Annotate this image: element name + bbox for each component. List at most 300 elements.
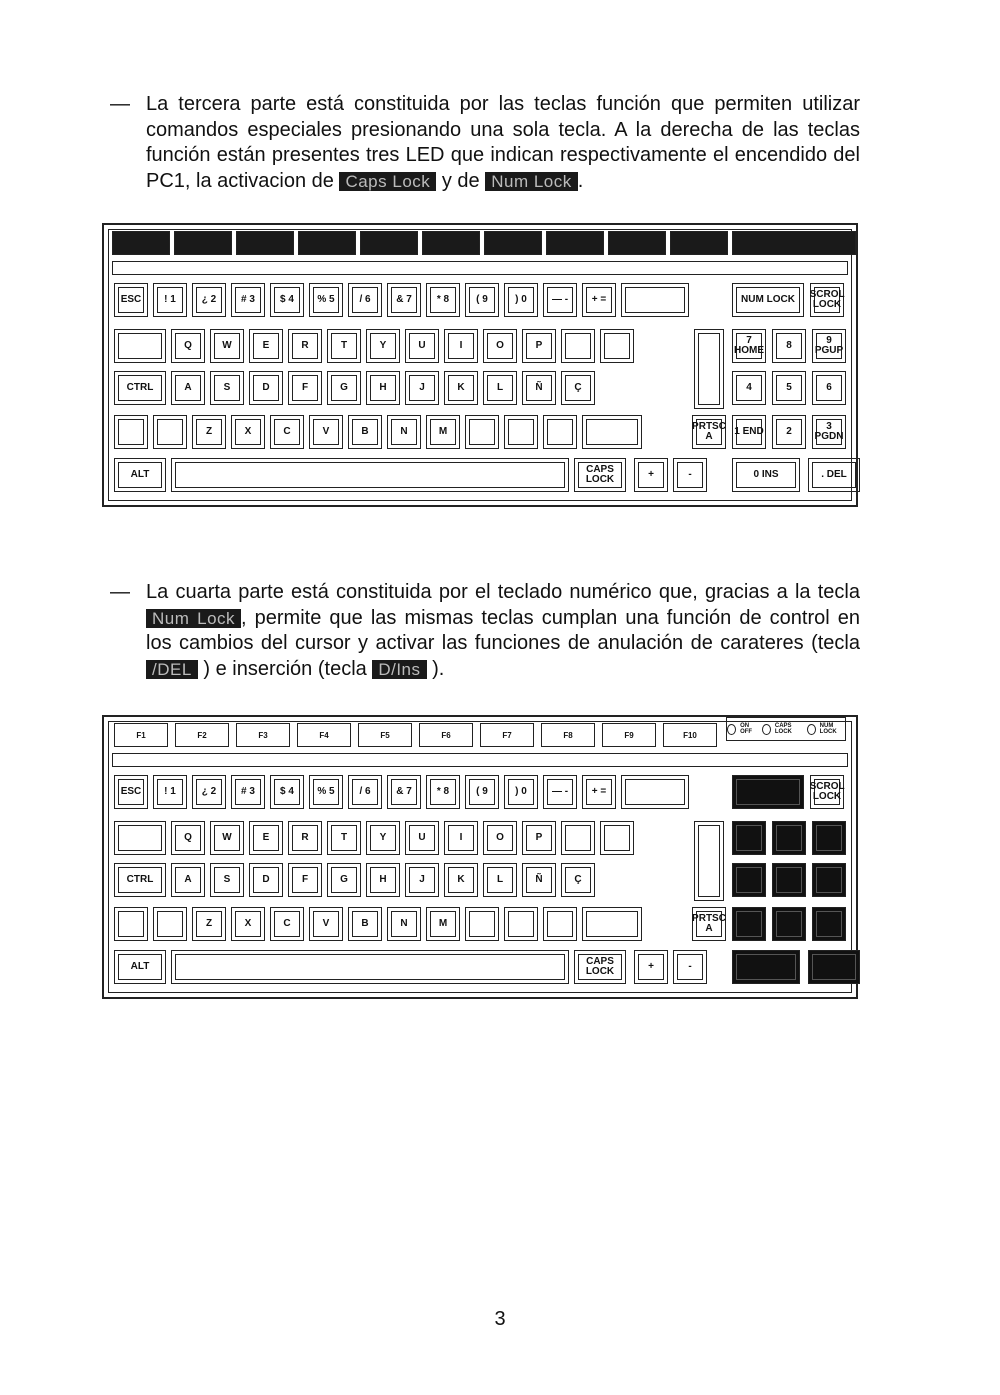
key	[153, 415, 187, 449]
caps-lock-key	[574, 458, 626, 492]
numpad-key-highlighted	[772, 907, 806, 941]
alt-key	[114, 950, 166, 984]
key-label: $ 4	[280, 294, 294, 305]
key	[444, 821, 478, 855]
key-label: # 3	[241, 294, 255, 305]
key-label: ! 1	[164, 294, 176, 305]
led-label: CAPS LOCK	[774, 723, 792, 735]
key-label: -	[688, 469, 692, 480]
key	[153, 283, 187, 317]
key	[249, 329, 283, 363]
text: y de	[441, 169, 480, 192]
key-label: ( 9	[476, 786, 488, 797]
key-label: K	[457, 874, 465, 885]
key-label: * 8	[436, 786, 450, 797]
key	[309, 775, 343, 809]
key-label: C	[283, 426, 291, 437]
function-key-f6-label: F6	[441, 730, 451, 740]
key-label: W	[222, 832, 232, 843]
key	[270, 775, 304, 809]
numpad-key-highlighted	[772, 821, 806, 855]
num-lock-key	[732, 283, 804, 317]
key-label: — -	[551, 294, 569, 305]
key-label: G	[340, 874, 348, 885]
numpad-key-label: 5	[786, 382, 792, 393]
key	[600, 329, 634, 363]
key-label: % 5	[317, 294, 335, 305]
function-key-covered	[670, 231, 728, 255]
key-label: -	[688, 961, 692, 972]
scroll-lock-key	[810, 775, 844, 809]
shift-key	[582, 907, 642, 941]
key	[231, 415, 265, 449]
key-label: M	[438, 426, 448, 437]
key-label: Z	[205, 918, 213, 929]
key	[387, 415, 421, 449]
key	[309, 907, 343, 941]
key	[483, 821, 517, 855]
backspace-key	[621, 775, 689, 809]
ctrl-key	[114, 371, 166, 405]
key	[405, 821, 439, 855]
ctrl-key-label: CTRL	[126, 382, 154, 393]
key-label: R	[301, 832, 309, 843]
key-label: E	[262, 340, 270, 351]
key	[634, 950, 668, 984]
function-key-f3	[236, 723, 290, 747]
key	[405, 371, 439, 405]
key	[673, 458, 707, 492]
key-label: D	[262, 382, 270, 393]
separator-strip	[112, 753, 848, 767]
key-label: S	[223, 874, 231, 885]
numpad-key-highlighted	[732, 821, 766, 855]
key	[426, 907, 460, 941]
key	[327, 329, 361, 363]
text: La tercera parte está constituida por las teclas función que permiten utilizar comandos especiales presionando una sola tecla. A la derecha de las teclas función están presentes tres LED que indican respectivamente el encendido del PC1, la activacion de	[146, 93, 860, 192]
key-label: $ 4	[280, 786, 294, 797]
key-label: U	[418, 832, 426, 843]
function-key-f3-label: F3	[258, 730, 268, 740]
key-label: ESC	[120, 294, 142, 305]
caps-lock-key-label: CAPS LOCK	[585, 464, 615, 485]
function-key-f4-label: F4	[319, 730, 329, 740]
key	[153, 907, 187, 941]
page-number: 3	[494, 1308, 506, 1330]
key-label: W	[222, 340, 232, 351]
num-lock-key-label: Num Lock	[485, 172, 578, 191]
key-label: F	[301, 874, 309, 885]
shift-key	[582, 415, 642, 449]
numpad-key-label: 4	[746, 382, 752, 393]
key-label: — -	[551, 786, 569, 797]
ctrl-key-label: CTRL	[126, 874, 154, 885]
key	[288, 329, 322, 363]
key	[192, 283, 226, 317]
key-label: P	[535, 832, 543, 843]
numpad-key	[732, 415, 766, 449]
function-key-f10	[663, 723, 717, 747]
alt-key	[114, 458, 166, 492]
key	[561, 371, 595, 405]
key	[444, 329, 478, 363]
num-lock-key-highlighted	[732, 775, 804, 809]
led-indicator-panel	[726, 717, 846, 741]
key	[483, 371, 517, 405]
function-key-f2-label: F2	[197, 730, 207, 740]
key	[231, 907, 265, 941]
num-lock-key-label: Num Lock	[146, 609, 241, 628]
key-label: E	[262, 832, 270, 843]
prtsc-key-label: PRTSC A	[692, 913, 726, 934]
key	[114, 775, 148, 809]
key-label: I	[459, 340, 463, 351]
key	[483, 863, 517, 897]
key-label: M	[438, 918, 448, 929]
key-label: I	[459, 832, 463, 843]
numpad-key	[732, 371, 766, 405]
key	[366, 863, 400, 897]
key	[249, 821, 283, 855]
space-bar	[171, 950, 569, 984]
key	[504, 775, 538, 809]
numpad-key	[772, 329, 806, 363]
key	[192, 907, 226, 941]
key	[210, 821, 244, 855]
key	[309, 415, 343, 449]
function-key-f9	[602, 723, 656, 747]
function-key-f8-label: F8	[563, 730, 573, 740]
tab-key	[114, 821, 166, 855]
led-icon	[807, 724, 816, 735]
key-label: ( 9	[476, 294, 488, 305]
key-label: Q	[184, 832, 192, 843]
function-key-f6	[419, 723, 473, 747]
function-key-f2	[175, 723, 229, 747]
key-label: / 6	[359, 294, 371, 305]
key-label: A	[184, 382, 192, 393]
caps-lock-key-label: Caps Lock	[339, 172, 436, 191]
led-label: ON OFF	[740, 723, 753, 735]
key-label: & 7	[396, 294, 412, 305]
led-icon	[727, 724, 736, 735]
key	[465, 907, 499, 941]
caps-lock-key	[574, 950, 626, 984]
key-label: H	[379, 874, 387, 885]
numpad-key-label: 3 PGDN	[814, 421, 844, 442]
tab-key	[114, 329, 166, 363]
space-bar	[171, 458, 569, 492]
scroll-lock-key	[810, 283, 844, 317]
key	[309, 283, 343, 317]
function-key-f7	[480, 723, 534, 747]
key	[270, 283, 304, 317]
key	[153, 775, 187, 809]
key-label: Z	[205, 426, 213, 437]
function-key-f5	[358, 723, 412, 747]
key	[634, 458, 668, 492]
key-label: ¿ 2	[201, 294, 217, 305]
key-label: Ç	[574, 874, 582, 885]
key	[522, 329, 556, 363]
function-key-covered	[360, 231, 418, 255]
numpad-key-label: . DEL	[821, 469, 847, 480]
key-label: T	[340, 340, 348, 351]
key-label: Ç	[574, 382, 582, 393]
key	[171, 863, 205, 897]
key	[288, 821, 322, 855]
key	[210, 863, 244, 897]
key	[387, 775, 421, 809]
function-key-f1-label: F1	[136, 730, 146, 740]
numpad-key-highlighted	[812, 907, 846, 941]
key	[348, 415, 382, 449]
numpad-key-highlighted	[772, 863, 806, 897]
key	[543, 907, 577, 941]
key	[192, 415, 226, 449]
key-label: S	[223, 382, 231, 393]
key-label: P	[535, 340, 543, 351]
function-key-f4	[297, 723, 351, 747]
function-key-covered	[422, 231, 480, 255]
key	[561, 329, 595, 363]
function-key-covered	[608, 231, 666, 255]
key-label: ESC	[120, 786, 142, 797]
function-key-f7-label: F7	[502, 730, 512, 740]
key	[504, 415, 538, 449]
key	[327, 371, 361, 405]
dash: —	[110, 93, 130, 115]
alt-key-label: ALT	[130, 961, 150, 972]
key	[465, 415, 499, 449]
numpad-key-label: 9 PGUP	[814, 335, 844, 356]
function-key-covered	[112, 231, 170, 255]
key-label: Q	[184, 340, 192, 351]
text: .	[577, 169, 584, 192]
key	[366, 821, 400, 855]
key	[543, 775, 577, 809]
numpad-key	[772, 371, 806, 405]
key-label: V	[322, 918, 330, 929]
key-label: B	[361, 918, 369, 929]
led-icon	[762, 724, 771, 735]
key-label: Ñ	[535, 382, 543, 393]
ctrl-key	[114, 863, 166, 897]
numpad-key	[812, 415, 846, 449]
led-label: NUM LOCK	[819, 723, 837, 735]
function-key-covered	[732, 231, 856, 255]
numpad-key	[732, 329, 766, 363]
key	[522, 371, 556, 405]
function-key-f8	[541, 723, 595, 747]
key	[543, 283, 577, 317]
key	[405, 863, 439, 897]
prtsc-key	[692, 415, 726, 449]
keyboard-diagram-numeric-pad	[102, 715, 858, 999]
text: La cuarta parte está constituida por el teclado numérico que, gracias a la tecla	[146, 581, 860, 603]
key-label: G	[340, 382, 348, 393]
key-label: R	[301, 340, 309, 351]
key-label: T	[340, 832, 348, 843]
key	[522, 863, 556, 897]
numpad-key	[812, 371, 846, 405]
key-label: V	[322, 426, 330, 437]
key-label: J	[419, 382, 425, 393]
key	[114, 283, 148, 317]
numpad-key-label: 7 HOME	[734, 335, 764, 356]
text: ) e inserción (tecla	[203, 657, 367, 680]
key-label: H	[379, 382, 387, 393]
key	[426, 283, 460, 317]
key	[543, 415, 577, 449]
key-label: Y	[379, 340, 387, 351]
key	[673, 950, 707, 984]
key	[210, 329, 244, 363]
key	[171, 329, 205, 363]
key	[600, 821, 634, 855]
key-label: +	[648, 469, 654, 480]
scroll-lock-key-label: SCROL LOCK	[809, 289, 845, 310]
key	[582, 775, 616, 809]
key-label: D	[262, 874, 270, 885]
num-lock-key-label: NUM LOCK	[741, 294, 795, 305]
key	[192, 775, 226, 809]
key	[405, 329, 439, 363]
alt-key-label: ALT	[130, 469, 150, 480]
numpad-key	[808, 458, 860, 492]
function-key-covered	[298, 231, 356, 255]
key	[210, 371, 244, 405]
numpad-key-label: 1 END	[734, 426, 764, 437]
key	[483, 329, 517, 363]
numpad-key-label: 0 INS	[753, 469, 779, 480]
key-label: ) 0	[515, 786, 527, 797]
key	[522, 821, 556, 855]
key-label: ) 0	[515, 294, 527, 305]
function-key-covered	[174, 231, 232, 255]
function-key-f10-label: F10	[683, 730, 697, 740]
paragraph-1	[110, 92, 860, 194]
key-label: % 5	[317, 786, 335, 797]
key	[465, 775, 499, 809]
key	[231, 283, 265, 317]
backspace-key	[621, 283, 689, 317]
text: ).	[432, 657, 445, 680]
caps-lock-key-label: CAPS LOCK	[585, 956, 615, 977]
function-key-covered	[484, 231, 542, 255]
key-label: K	[457, 382, 465, 393]
shift-key	[114, 415, 148, 449]
key-label: C	[283, 918, 291, 929]
key-label: B	[361, 426, 369, 437]
key-label: * 8	[436, 294, 450, 305]
key-label: ! 1	[164, 786, 176, 797]
paragraph-2	[110, 580, 860, 682]
key	[366, 329, 400, 363]
key	[249, 863, 283, 897]
numpad-key	[812, 329, 846, 363]
shift-key	[114, 907, 148, 941]
del-key-label: /DEL	[146, 660, 198, 679]
key	[561, 821, 595, 855]
key	[561, 863, 595, 897]
scroll-lock-key-label: SCROL LOCK	[809, 781, 845, 802]
key	[270, 907, 304, 941]
key-label: N	[400, 918, 408, 929]
key	[582, 283, 616, 317]
key	[348, 907, 382, 941]
key-label: / 6	[359, 786, 371, 797]
function-key-f1	[114, 723, 168, 747]
key-label: +	[648, 961, 654, 972]
numpad-key	[772, 415, 806, 449]
function-key-f5-label: F5	[380, 730, 390, 740]
key-label: + =	[591, 786, 607, 797]
numpad-key-label: 6	[826, 382, 832, 393]
numpad-key-highlighted	[812, 863, 846, 897]
key-label: A	[184, 874, 192, 885]
key-label: N	[400, 426, 408, 437]
key-label: Ñ	[535, 874, 543, 885]
key-label: ¿ 2	[201, 786, 217, 797]
numpad-key-highlighted	[808, 950, 860, 984]
key-label: U	[418, 340, 426, 351]
text: , permite que las mismas teclas cumplan una función de control en los cambios del cursor y activar las funciones de anulación de carateres (tecla	[146, 606, 860, 654]
key-label: L	[496, 874, 504, 885]
key	[465, 283, 499, 317]
key	[288, 863, 322, 897]
key-label: F	[301, 382, 309, 393]
key	[444, 371, 478, 405]
key	[426, 415, 460, 449]
key-label: # 3	[241, 786, 255, 797]
key	[171, 371, 205, 405]
key-label: J	[419, 874, 425, 885]
keyboard-diagram-function-keys	[102, 223, 858, 507]
key	[327, 821, 361, 855]
key	[327, 863, 361, 897]
key	[171, 821, 205, 855]
key-label: & 7	[396, 786, 412, 797]
key-label: O	[496, 340, 504, 351]
enter-key	[694, 329, 724, 409]
key-label: L	[496, 382, 504, 393]
numpad-key-highlighted	[732, 863, 766, 897]
function-key-covered	[546, 231, 604, 255]
key	[348, 775, 382, 809]
key	[270, 415, 304, 449]
numpad-key-highlighted	[732, 950, 800, 984]
key	[249, 371, 283, 405]
prtsc-key-label: PRTSC A	[692, 421, 726, 442]
numpad-key-label: 8	[786, 340, 792, 351]
numpad-key-highlighted	[732, 907, 766, 941]
key	[426, 775, 460, 809]
key	[366, 371, 400, 405]
key-label: Y	[379, 832, 387, 843]
enter-key	[694, 821, 724, 901]
function-key-covered	[236, 231, 294, 255]
key	[387, 907, 421, 941]
numpad-key-highlighted	[812, 821, 846, 855]
separator-strip	[112, 261, 848, 275]
key-label: O	[496, 832, 504, 843]
ins-key-label: D/Ins	[372, 660, 426, 679]
function-key-f9-label: F9	[624, 730, 634, 740]
key-label: + =	[591, 294, 607, 305]
numpad-key-label: 2	[786, 426, 792, 437]
key	[504, 907, 538, 941]
